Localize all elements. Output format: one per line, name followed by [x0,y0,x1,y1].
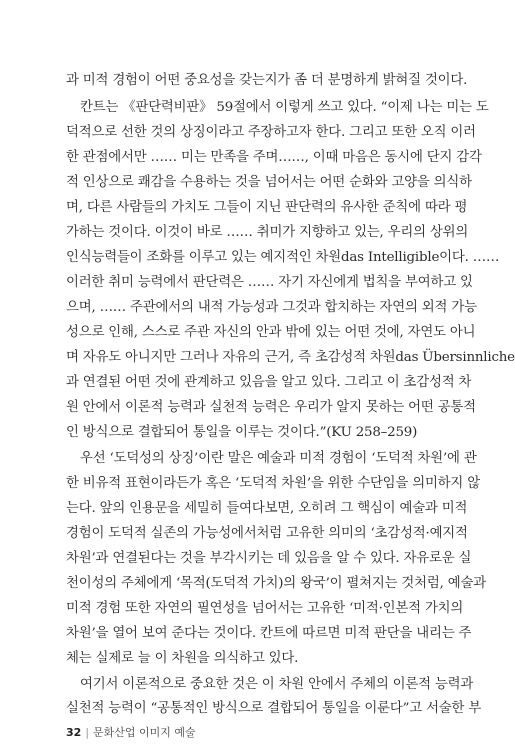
body-line: 원 안에서 이론적 능력과 실천적 능력은 우리가 알지 못하는 어떤 공통적 [66,400,476,415]
body-line: 차원’을 열어 보여 준다는 것이다. 칸트에 따르면 미적 판단을 내리는 주 [66,626,472,641]
body-line: 한 관점에서만 …… 미는 만족을 주며……, 이때 마음은 동시에 단지 감각 [66,150,482,165]
body-line: 가하는 것이다. 이것이 바로 …… 취미가 지향하고 있는, 우리의 상위의 [66,225,469,240]
body-line: 성으로 인해, 스스로 주관 자신의 안과 밖에 있는 어떤 것에, 자연도 아니 [66,325,476,340]
footer-divider: | [85,726,90,739]
body-line: 한 비유적 표현이라든가 혹은 ‘도덕적 차원’을 위한 수단임을 의미하지 않 [66,476,480,491]
body-line: 며, 다른 사람들의 가치도 그들이 지닌 판단력의 유사한 준칙에 따라 평 [66,200,468,215]
body-line: 칸트는 《판단력비판》 59절에서 이렇게 쓰고 있다. “이제 나는 미는 도 [80,100,489,115]
body-line: 실천적 능력이 “공통적인 방식으로 결합되어 통일을 이룬다”고 서술한 부 [66,701,482,716]
body-line: 는다. 앞의 인용문을 세밀히 들여다보면, 오히려 그 핵심이 예술과 미적 [66,501,468,516]
body-line: 천이성의 주체에게 ‘목적(도덕적 가치)의 왕국’이 펼쳐지는 것처럼, 예술과 [66,576,486,591]
body-line: 체는 실제로 늘 이 차원을 의식하고 있다. [66,651,299,666]
page-number: 32 [66,726,82,739]
book-title: 문화산업 이미지 예술 [93,726,196,739]
body-line: 인 방식으로 결합되어 통일을 이루는 것이다.”(KU 258–259) [66,425,418,440]
body-line: 적 인상으로 쾌감을 수용하는 것을 넘어서는 어떤 순화와 고양을 의식하 [66,175,472,190]
body-line: 이러한 취미 능력에서 판단력은 …… 자기 자신에게 법칙을 부여하고 있 [66,275,473,290]
body-line: 경험이 도덕적 실존의 가능성에서처럼 고유한 의미의 ‘초감성적·예지적 [66,526,468,541]
body-line: 으며, …… 주관에서의 내적 가능성과 그것과 합치하는 자연의 외적 가능 [66,300,477,315]
body-line: 과 연결된 어떤 것에 관계하고 있음을 알고 있다. 그리고 이 초감성적 차 [66,375,472,390]
page-footer [66,724,196,740]
body-line: 여기서 이론적으로 중요한 것은 이 차원 안에서 주체의 이론적 능력과 [80,677,474,692]
body-line: 과 미적 경험이 어떤 중요성을 갖는지가 좀 더 분명하게 밝혀질 것이다. [66,73,468,88]
body-line: 미적 경험 또한 자연의 필연성을 넘어서는 고유한 ‘미적·인본적 가치의 [66,601,464,616]
body-line: 덕적으로 선한 것의 상징이라고 주장하고자 한다. 그리고 또한 오직 이러 [66,125,476,140]
body-line: 차원’과 연결된다는 것을 부각시키는 데 있음을 알 수 있다. 자유로운 실 [66,551,472,566]
body-line: 며 자유도 아니지만 그러나 자유의 근거, 즉 초감성적 차원das Übersinnliche [66,350,515,365]
body-line: 우선 ‘도덕성의 상징’이란 말은 예술과 미적 경험이 ‘도덕적 차원’에 관 [80,451,477,466]
body-line: 인식능력들이 조화를 이루고 있는 예지적인 차원das Intelligible이다. …… [66,250,500,265]
